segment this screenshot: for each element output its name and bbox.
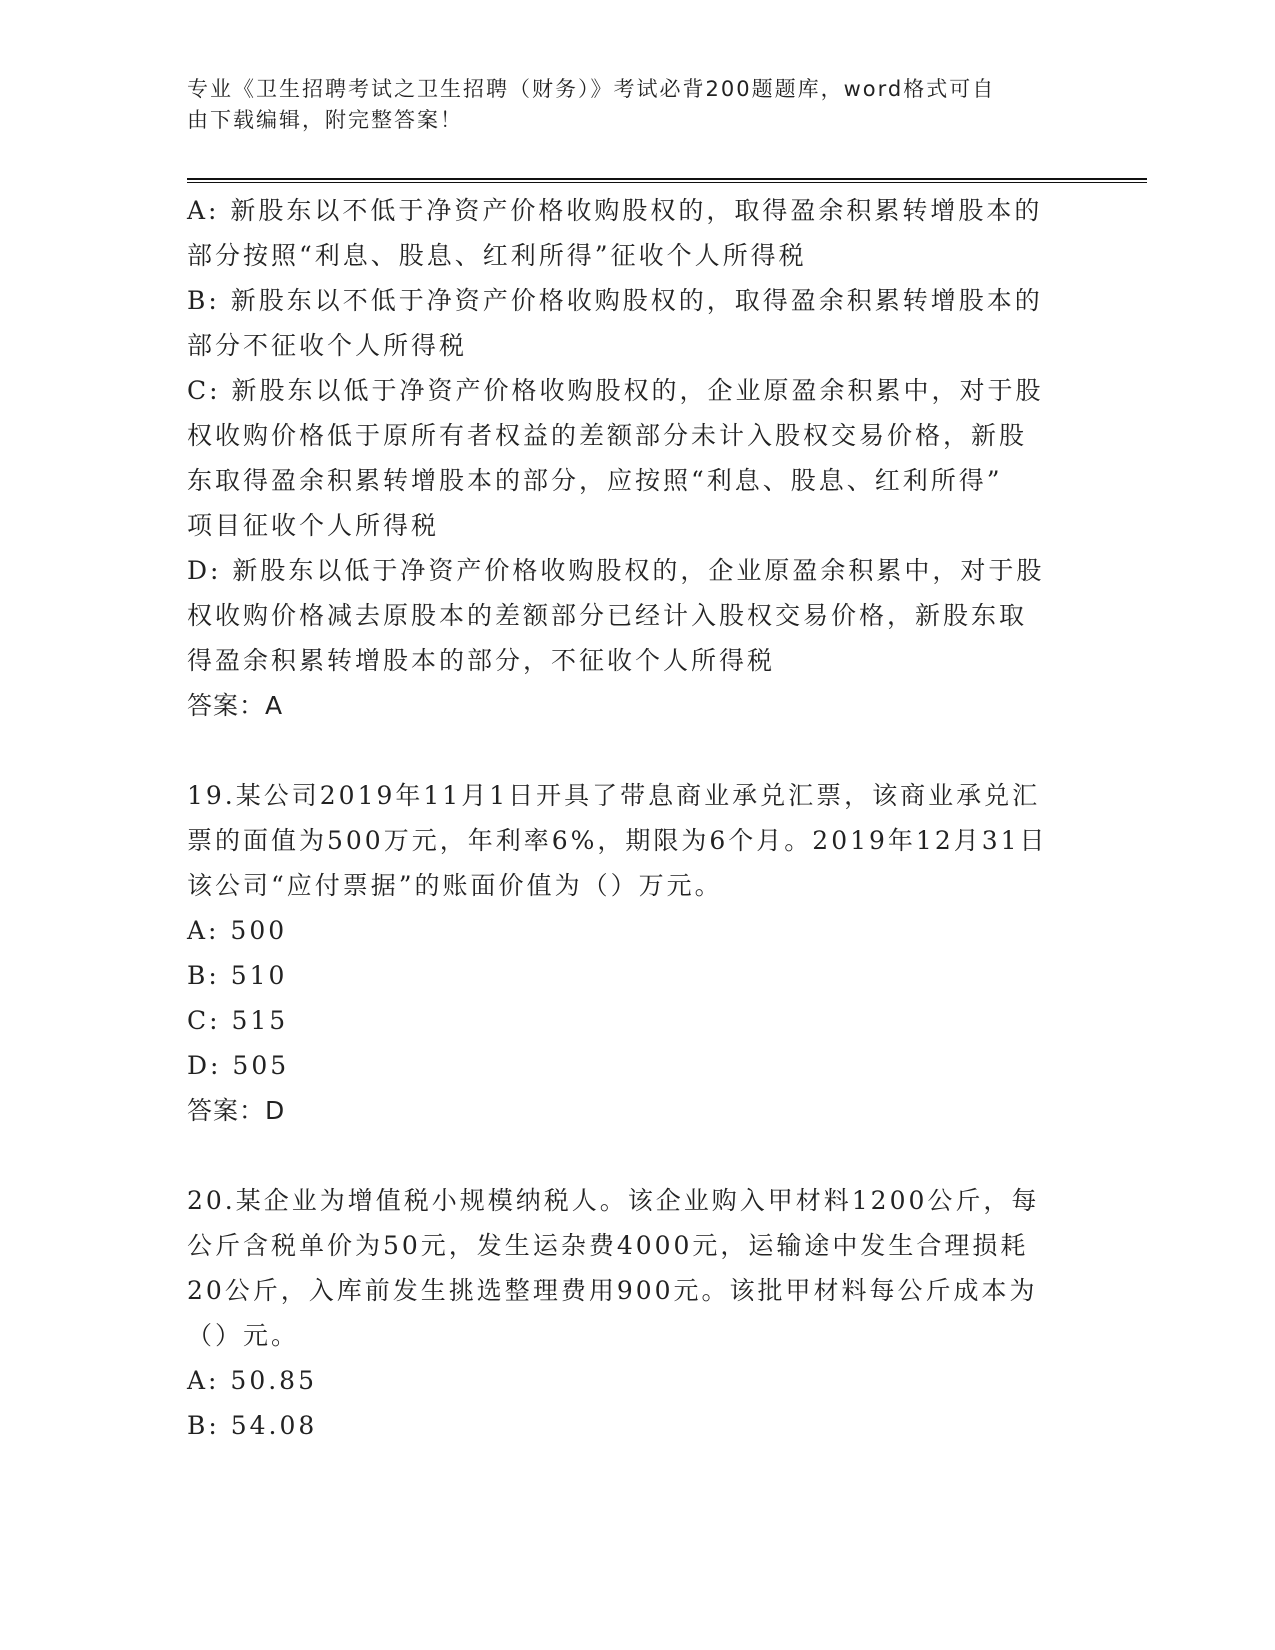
option-line: A: 新股东以不低于净资产价格收购股权的，取得盈余积累转增股本的 xyxy=(187,196,1043,225)
option-b: B: 510 xyxy=(187,961,288,990)
option-line: 部分按照“利息、股息、红利所得”征收个人所得税 xyxy=(187,241,807,270)
option-line: 项目征收个人所得税 xyxy=(187,511,440,540)
option-line: 权收购价格低于原所有者权益的差额部分未计入股权交易价格，新股 xyxy=(187,421,1028,450)
stem-line: 20.某企业为增值税小规模纳税人。该企业购入甲材料1200公斤，每 xyxy=(187,1186,1040,1215)
option-a: A: 500 xyxy=(187,916,288,945)
question-stem xyxy=(187,1178,1087,1358)
document-body xyxy=(187,188,1087,1448)
answer-line: 答案：D xyxy=(187,1096,286,1125)
option-a xyxy=(187,188,1087,278)
answer-line: 答案：A xyxy=(187,691,284,720)
option-c: C: 515 xyxy=(187,1006,289,1035)
option-line: B: 新股东以不低于净资产价格收购股权的，取得盈余积累转增股本的 xyxy=(187,286,1043,315)
header-line-2: 由下载编辑，附完整答案！ xyxy=(187,108,463,132)
question-20 xyxy=(187,1178,1087,1448)
option-c xyxy=(187,368,1087,548)
question-stem xyxy=(187,773,1087,908)
question-19 xyxy=(187,773,1087,1133)
header-line-1: 专业《卫生招聘考试之卫生招聘（财务）》考试必背200题题库，word格式可自 xyxy=(187,77,996,101)
header-divider-thin xyxy=(187,182,1147,183)
spacer xyxy=(187,1133,1087,1178)
document-header xyxy=(187,74,1067,136)
stem-line: 该公司“应付票据”的账面价值为（）万元。 xyxy=(187,871,723,900)
option-b xyxy=(187,278,1087,368)
option-line: 权收购价格减去原股本的差额部分已经计入股权交易价格，新股东取 xyxy=(187,601,1028,630)
option-b: B: 54.08 xyxy=(187,1411,318,1440)
stem-line: 19.某公司2019年11月1日开具了带息商业承兑汇票，该商业承兑汇 xyxy=(187,781,1041,810)
spacer xyxy=(187,728,1087,773)
stem-line: 20公斤，入库前发生挑选整理费用900元。该批甲材料每公斤成本为 xyxy=(187,1276,1038,1305)
option-line: 部分不征收个人所得税 xyxy=(187,331,468,360)
option-a: A: 50.85 xyxy=(187,1366,317,1395)
header-divider-thick xyxy=(187,178,1147,180)
stem-line: （）元。 xyxy=(187,1321,300,1350)
option-d xyxy=(187,548,1087,683)
option-line: 东取得盈余积累转增股本的部分，应按照“利息、股息、红利所得” xyxy=(187,466,1003,495)
option-d: D: 505 xyxy=(187,1051,290,1080)
option-line: 得盈余积累转增股本的部分，不征收个人所得税 xyxy=(187,646,776,675)
option-line: D: 新股东以低于净资产价格收购股权的，企业原盈余积累中，对于股 xyxy=(187,556,1045,585)
question-18 xyxy=(187,188,1087,728)
option-line: C: 新股东以低于净资产价格收购股权的，企业原盈余积累中，对于股 xyxy=(187,376,1044,405)
stem-line: 票的面值为500万元，年利率6%，期限为6个月。2019年12月31日 xyxy=(187,826,1048,855)
stem-line: 公斤含税单价为50元，发生运杂费4000元，运输途中发生合理损耗 xyxy=(187,1231,1029,1260)
